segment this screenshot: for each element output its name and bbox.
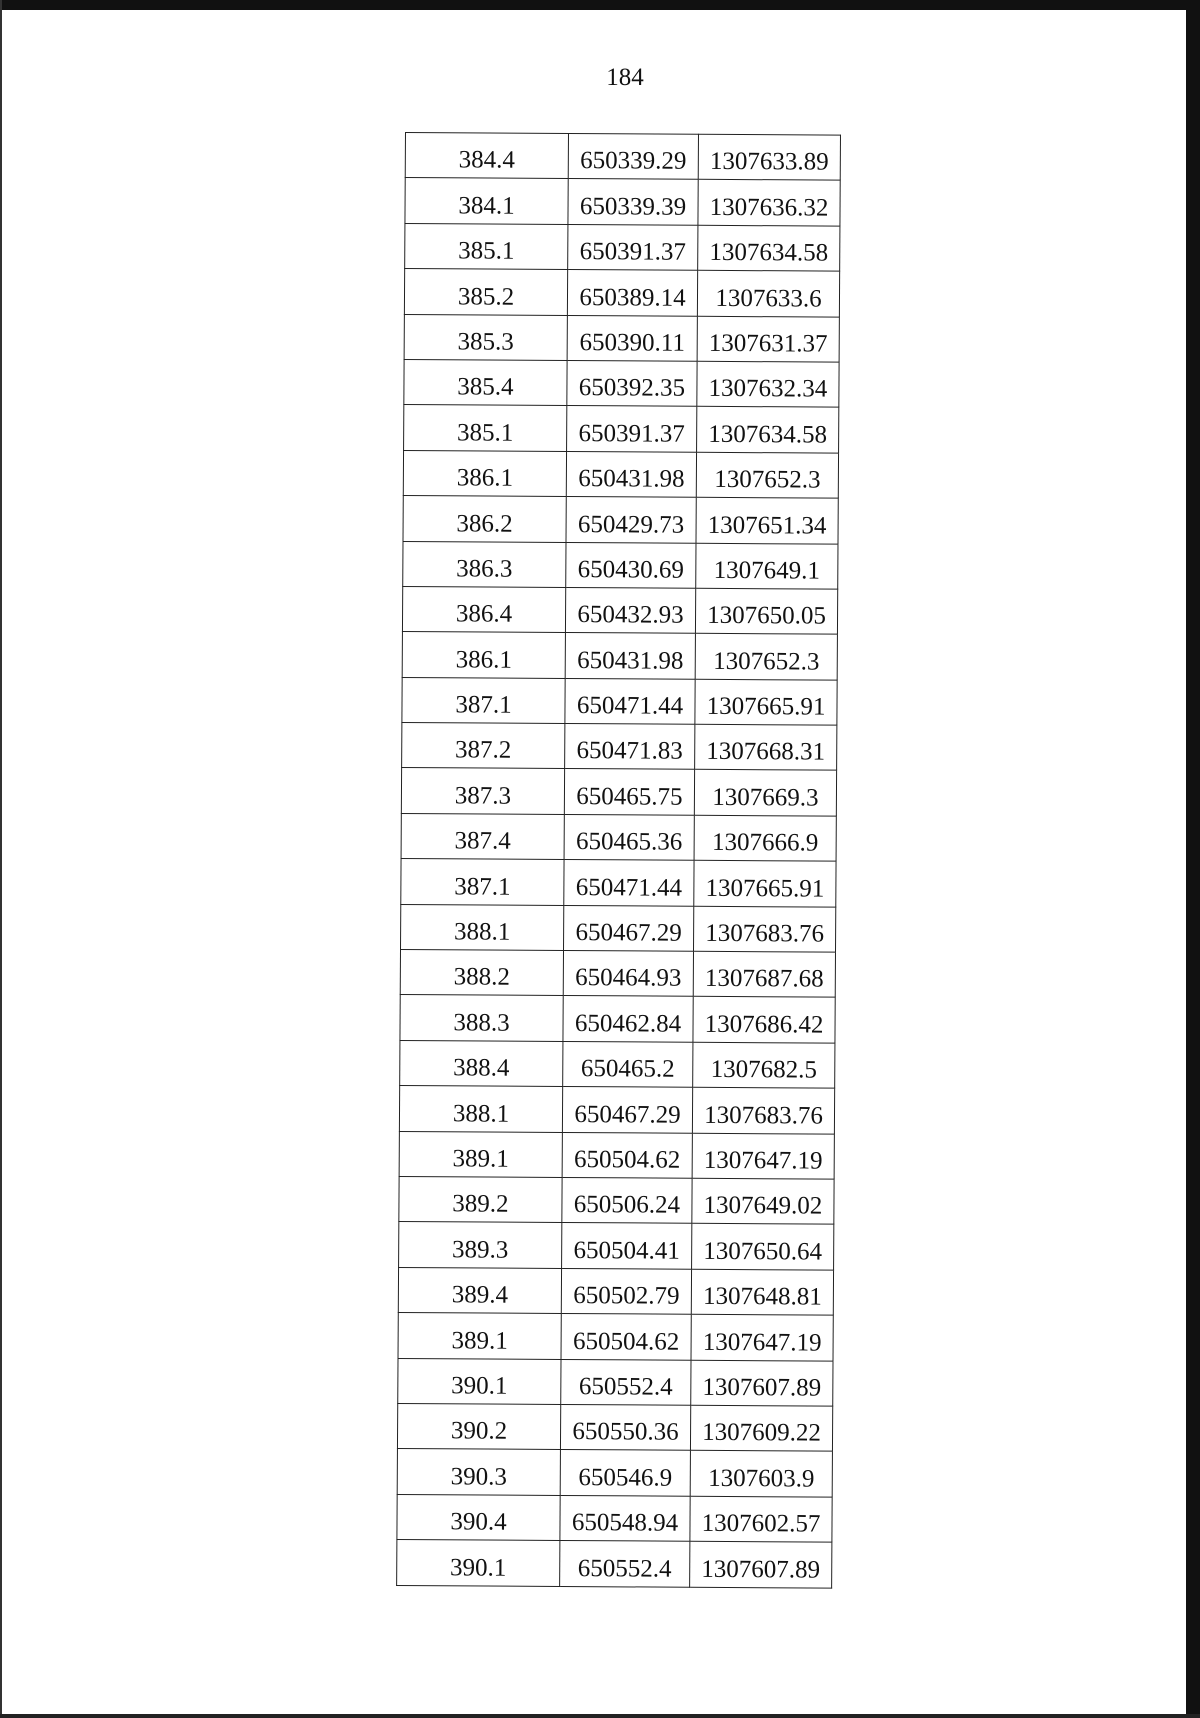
- y-coordinate-cell: 1307603.9: [690, 1451, 832, 1497]
- scan-edge-top: [0, 0, 1200, 10]
- x-coordinate-cell: 650552.4: [560, 1541, 690, 1587]
- table-row: [403, 496, 838, 544]
- point-id-cell: 389.2: [399, 1176, 562, 1222]
- x-coordinate-cell: 650504.41: [562, 1223, 692, 1269]
- x-coordinate-cell: 650462.84: [563, 996, 693, 1042]
- table-row: [401, 768, 836, 816]
- table-row: [397, 1449, 832, 1497]
- point-id-cell: 389.1: [399, 1131, 562, 1177]
- table-row: [399, 1176, 834, 1224]
- y-coordinate-cell: 1307652.3: [695, 634, 837, 680]
- table-row: [405, 178, 840, 226]
- y-coordinate-cell: 1307607.89: [691, 1360, 833, 1406]
- point-id-cell: 387.2: [402, 723, 565, 769]
- x-coordinate-cell: 650504.62: [561, 1314, 691, 1360]
- y-coordinate-cell: 1307651.34: [696, 497, 838, 543]
- point-id-cell: 390.4: [397, 1494, 560, 1540]
- x-coordinate-cell: 650339.39: [568, 179, 698, 225]
- point-id-cell: 388.2: [400, 950, 563, 996]
- point-id-cell: 386.3: [403, 541, 566, 587]
- y-coordinate-cell: 1307686.42: [693, 997, 835, 1043]
- point-id-cell: 384.1: [405, 178, 568, 224]
- table-row: [405, 133, 840, 181]
- x-coordinate-cell: 650504.62: [562, 1132, 692, 1178]
- x-coordinate-cell: 650464.93: [563, 951, 693, 997]
- table-row: [402, 586, 837, 634]
- scan-edge-right: [1186, 0, 1200, 1718]
- y-coordinate-cell: 1307631.37: [697, 316, 839, 362]
- table-row: [400, 995, 835, 1043]
- x-coordinate-cell: 650467.29: [564, 905, 694, 951]
- table-row: [402, 677, 837, 725]
- point-id-cell: 384.4: [405, 133, 568, 179]
- y-coordinate-cell: 1307650.05: [695, 588, 837, 634]
- y-coordinate-cell: 1307683.76: [694, 906, 836, 952]
- x-coordinate-cell: 650389.14: [567, 270, 697, 316]
- point-id-cell: 386.2: [403, 496, 566, 542]
- y-coordinate-cell: 1307633.89: [698, 134, 840, 180]
- y-coordinate-cell: 1307649.02: [692, 1178, 834, 1224]
- table-row: [399, 1222, 834, 1270]
- x-coordinate-cell: 650391.37: [568, 224, 698, 270]
- x-coordinate-cell: 650550.36: [560, 1404, 690, 1450]
- point-id-cell: 386.1: [402, 632, 565, 678]
- table-row: [399, 1086, 834, 1134]
- table-row: [401, 859, 836, 907]
- x-coordinate-cell: 650465.75: [564, 769, 694, 815]
- table-row: [399, 1131, 834, 1179]
- x-coordinate-cell: 650465.2: [563, 1041, 693, 1087]
- table-row: [401, 813, 836, 861]
- table-row: [397, 1540, 832, 1588]
- table-row: [404, 405, 839, 453]
- y-coordinate-cell: 1307669.3: [694, 770, 836, 816]
- point-id-cell: 385.1: [405, 223, 568, 269]
- scan-edge-left: [0, 0, 2, 1718]
- x-coordinate-cell: 650471.44: [565, 678, 695, 724]
- y-coordinate-cell: 1307649.1: [696, 543, 838, 589]
- table-row: [397, 1403, 832, 1451]
- y-coordinate-cell: 1307647.19: [691, 1314, 833, 1360]
- point-id-cell: 390.2: [397, 1403, 560, 1449]
- y-coordinate-cell: 1307634.58: [697, 407, 839, 453]
- y-coordinate-cell: 1307652.3: [696, 452, 838, 498]
- x-coordinate-cell: 650432.93: [565, 587, 695, 633]
- x-coordinate-cell: 650546.9: [560, 1450, 690, 1496]
- table-row: [404, 314, 839, 362]
- y-coordinate-cell: 1307683.76: [692, 1087, 834, 1133]
- table-row: [404, 269, 839, 317]
- x-coordinate-cell: 650429.73: [566, 497, 696, 543]
- point-id-cell: 388.1: [401, 904, 564, 950]
- y-coordinate-cell: 1307602.57: [690, 1496, 832, 1542]
- y-coordinate-cell: 1307609.22: [690, 1405, 832, 1451]
- table-row: [404, 359, 839, 407]
- point-id-cell: 390.1: [398, 1358, 561, 1404]
- y-coordinate-cell: 1307668.31: [695, 724, 837, 770]
- point-id-cell: 386.1: [403, 450, 566, 496]
- y-coordinate-cell: 1307647.19: [692, 1133, 834, 1179]
- point-id-cell: 387.1: [401, 859, 564, 905]
- x-coordinate-cell: 650506.24: [562, 1177, 692, 1223]
- y-coordinate-cell: 1307648.81: [691, 1269, 833, 1315]
- x-coordinate-cell: 650392.35: [567, 360, 697, 406]
- table-row: [400, 1040, 835, 1088]
- y-coordinate-cell: 1307607.89: [690, 1541, 832, 1587]
- x-coordinate-cell: 650430.69: [566, 542, 696, 588]
- table-body: [397, 133, 841, 1588]
- point-id-cell: 389.3: [399, 1222, 562, 1268]
- point-id-cell: 386.4: [402, 586, 565, 632]
- y-coordinate-cell: 1307633.6: [697, 270, 839, 316]
- y-coordinate-cell: 1307634.58: [698, 225, 840, 271]
- y-coordinate-cell: 1307632.34: [697, 361, 839, 407]
- x-coordinate-cell: 650502.79: [561, 1268, 691, 1314]
- table-row: [403, 541, 838, 589]
- y-coordinate-cell: 1307682.5: [693, 1042, 835, 1088]
- point-id-cell: 390.3: [397, 1449, 560, 1495]
- coordinates-table: [396, 132, 841, 1588]
- point-id-cell: 387.3: [401, 768, 564, 814]
- table-row: [402, 632, 837, 680]
- y-coordinate-cell: 1307666.9: [694, 815, 836, 861]
- table-row: [401, 904, 836, 952]
- scan-edge-bottom: [0, 1714, 1200, 1718]
- point-id-cell: 385.2: [404, 269, 567, 315]
- x-coordinate-cell: 650467.29: [562, 1087, 692, 1133]
- y-coordinate-cell: 1307665.91: [694, 861, 836, 907]
- table-row: [398, 1313, 833, 1361]
- table-row: [405, 223, 840, 271]
- point-id-cell: 385.4: [404, 359, 567, 405]
- table-row: [398, 1358, 833, 1406]
- point-id-cell: 390.1: [397, 1540, 560, 1586]
- table-row: [402, 723, 837, 771]
- table-row: [403, 450, 838, 498]
- y-coordinate-cell: 1307650.64: [692, 1224, 834, 1270]
- x-coordinate-cell: 650390.11: [567, 315, 697, 361]
- point-id-cell: 387.1: [402, 677, 565, 723]
- x-coordinate-cell: 650465.36: [564, 814, 694, 860]
- point-id-cell: 389.4: [398, 1267, 561, 1313]
- x-coordinate-cell: 650548.94: [560, 1495, 690, 1541]
- point-id-cell: 385.1: [404, 405, 567, 451]
- x-coordinate-cell: 650339.29: [568, 133, 698, 179]
- x-coordinate-cell: 650471.83: [565, 724, 695, 770]
- point-id-cell: 385.3: [404, 314, 567, 360]
- table-row: [398, 1267, 833, 1315]
- x-coordinate-cell: 650391.37: [567, 406, 697, 452]
- page-number: 184: [606, 64, 644, 91]
- table-row: [397, 1494, 832, 1542]
- point-id-cell: 388.4: [400, 1040, 563, 1086]
- x-coordinate-cell: 650431.98: [565, 633, 695, 679]
- x-coordinate-cell: 650552.4: [561, 1359, 691, 1405]
- point-id-cell: 388.3: [400, 995, 563, 1041]
- y-coordinate-cell: 1307636.32: [698, 180, 840, 226]
- table-row: [400, 950, 835, 998]
- point-id-cell: 388.1: [399, 1086, 562, 1132]
- y-coordinate-cell: 1307687.68: [693, 951, 835, 997]
- point-id-cell: 389.1: [398, 1313, 561, 1359]
- y-coordinate-cell: 1307665.91: [695, 679, 837, 725]
- x-coordinate-cell: 650431.98: [566, 451, 696, 497]
- point-id-cell: 387.4: [401, 813, 564, 859]
- x-coordinate-cell: 650471.44: [564, 860, 694, 906]
